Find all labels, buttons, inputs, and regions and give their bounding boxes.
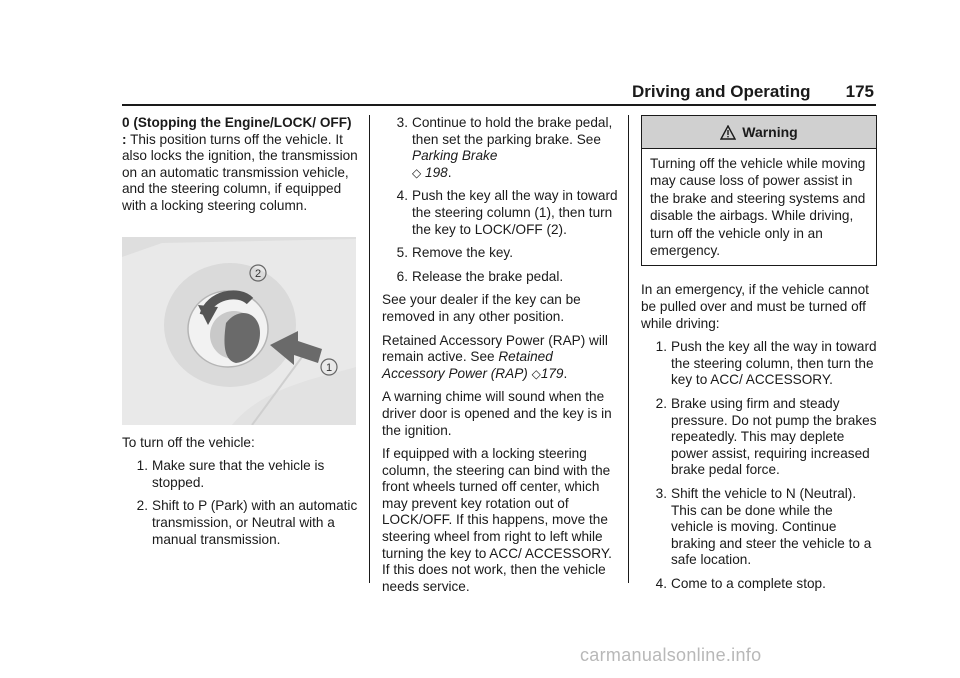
page-ref-icon: ◇ xyxy=(531,366,541,381)
list-item: 6. Release the brake pedal. xyxy=(396,268,564,284)
column-3 xyxy=(641,115,877,600)
list-item: 4. Come to a complete stop. xyxy=(655,575,826,591)
list-item: 2. Brake using firm and steady pressure. Do not pump the brakes repeatedly. This may deplete power assist, requiring increased brake pedal force. xyxy=(655,396,877,478)
emergency-intro: In an emergency, if the vehicle cannot be pulled over and must be turned off while driving: xyxy=(641,282,869,331)
parking-brake-page[interactable]: 198 xyxy=(425,164,448,180)
ignition-illustration xyxy=(122,237,356,425)
page-ref-icon: ◇ xyxy=(412,165,422,180)
steering-lock-paragraph: If equipped with a locking steering column, the steering can bind with the front wheels turned off center, which may prevent key rotation out of LOCK/OFF. If this happens, move the steering wheel from right to left while turning the key to ACC/ ACCESSORY. If this does not work, then the vehicle needs service. xyxy=(382,446,612,594)
page-number: 175 xyxy=(845,82,874,101)
site-watermark: carmanualsonline.info xyxy=(580,645,762,665)
column-divider xyxy=(369,115,370,583)
column-1 xyxy=(122,115,358,555)
list-item: 4. Push the key all the way in toward the steering column (1), then turn the key to LOCK/OFF (2). xyxy=(396,188,618,237)
header-rule xyxy=(122,104,876,106)
callout-1: 1 xyxy=(325,361,333,374)
rap-paragraph: Retained Accessory Power (RAP) will remain active. See Retained Accessory Power (RAP) ◇179. xyxy=(382,332,608,381)
warning-body: Turning off the vehicle while moving may cause loss of power assist in the brake and steering systems and disable the airbags. While driving, turn off the vehicle only in an emergency. xyxy=(650,156,866,259)
list-item: 3. Continue to hold the brake pedal, then set the parking brake. See Parking Brake ◇ 198. xyxy=(396,115,613,180)
lock-off-text: This position turns off the vehicle. It also locks the ignition, the transmission on an automatic transmission vehicle, and the steering column, if equipped with a locking steering column. xyxy=(122,131,358,213)
list-item: 1. Push the key all the way in toward the steering column, then turn the key to ACC/ ACCESSORY. xyxy=(655,339,877,388)
column-2 xyxy=(382,115,618,602)
page-header xyxy=(622,80,876,102)
callout-2: 2 xyxy=(254,267,262,280)
warning-triangle-icon xyxy=(720,125,736,140)
dealer-paragraph: See your dealer if the key can be removed in any other position. xyxy=(382,292,581,324)
list-item: 3. Shift the vehicle to N (Neutral). This can be done while the vehicle is moving. Continue braking and steer the vehicle to a safe location. xyxy=(655,485,872,568)
warning-header xyxy=(642,116,876,149)
list-item: 1. Make sure that the vehicle is stopped. xyxy=(136,458,325,490)
rap-link[interactable]: Retained Accessory Power (RAP) xyxy=(382,349,553,381)
warning-title: Warning xyxy=(742,123,798,140)
section-title: Driving and Operating xyxy=(632,82,811,101)
rap-page[interactable]: 179 xyxy=(540,365,564,381)
list-item: 2. Shift to P (Park) with an automatic transmission, or Neutral with a manual transmission. xyxy=(136,498,358,547)
parking-brake-link[interactable]: Parking Brake xyxy=(412,148,498,164)
lock-off-heading: 0 (Stopping the Engine/LOCK/ OFF) : xyxy=(122,115,352,147)
ignition-key-figure xyxy=(122,237,356,425)
warning-box xyxy=(641,115,877,266)
turn-off-intro: To turn off the vehicle: xyxy=(122,434,255,450)
lock-off-paragraph xyxy=(122,115,358,215)
list-item: 5. Remove the key. xyxy=(396,245,513,261)
chime-paragraph: A warning chime will sound when the driver door is opened and the key is in the ignition. xyxy=(382,389,612,438)
column-divider xyxy=(628,115,629,583)
